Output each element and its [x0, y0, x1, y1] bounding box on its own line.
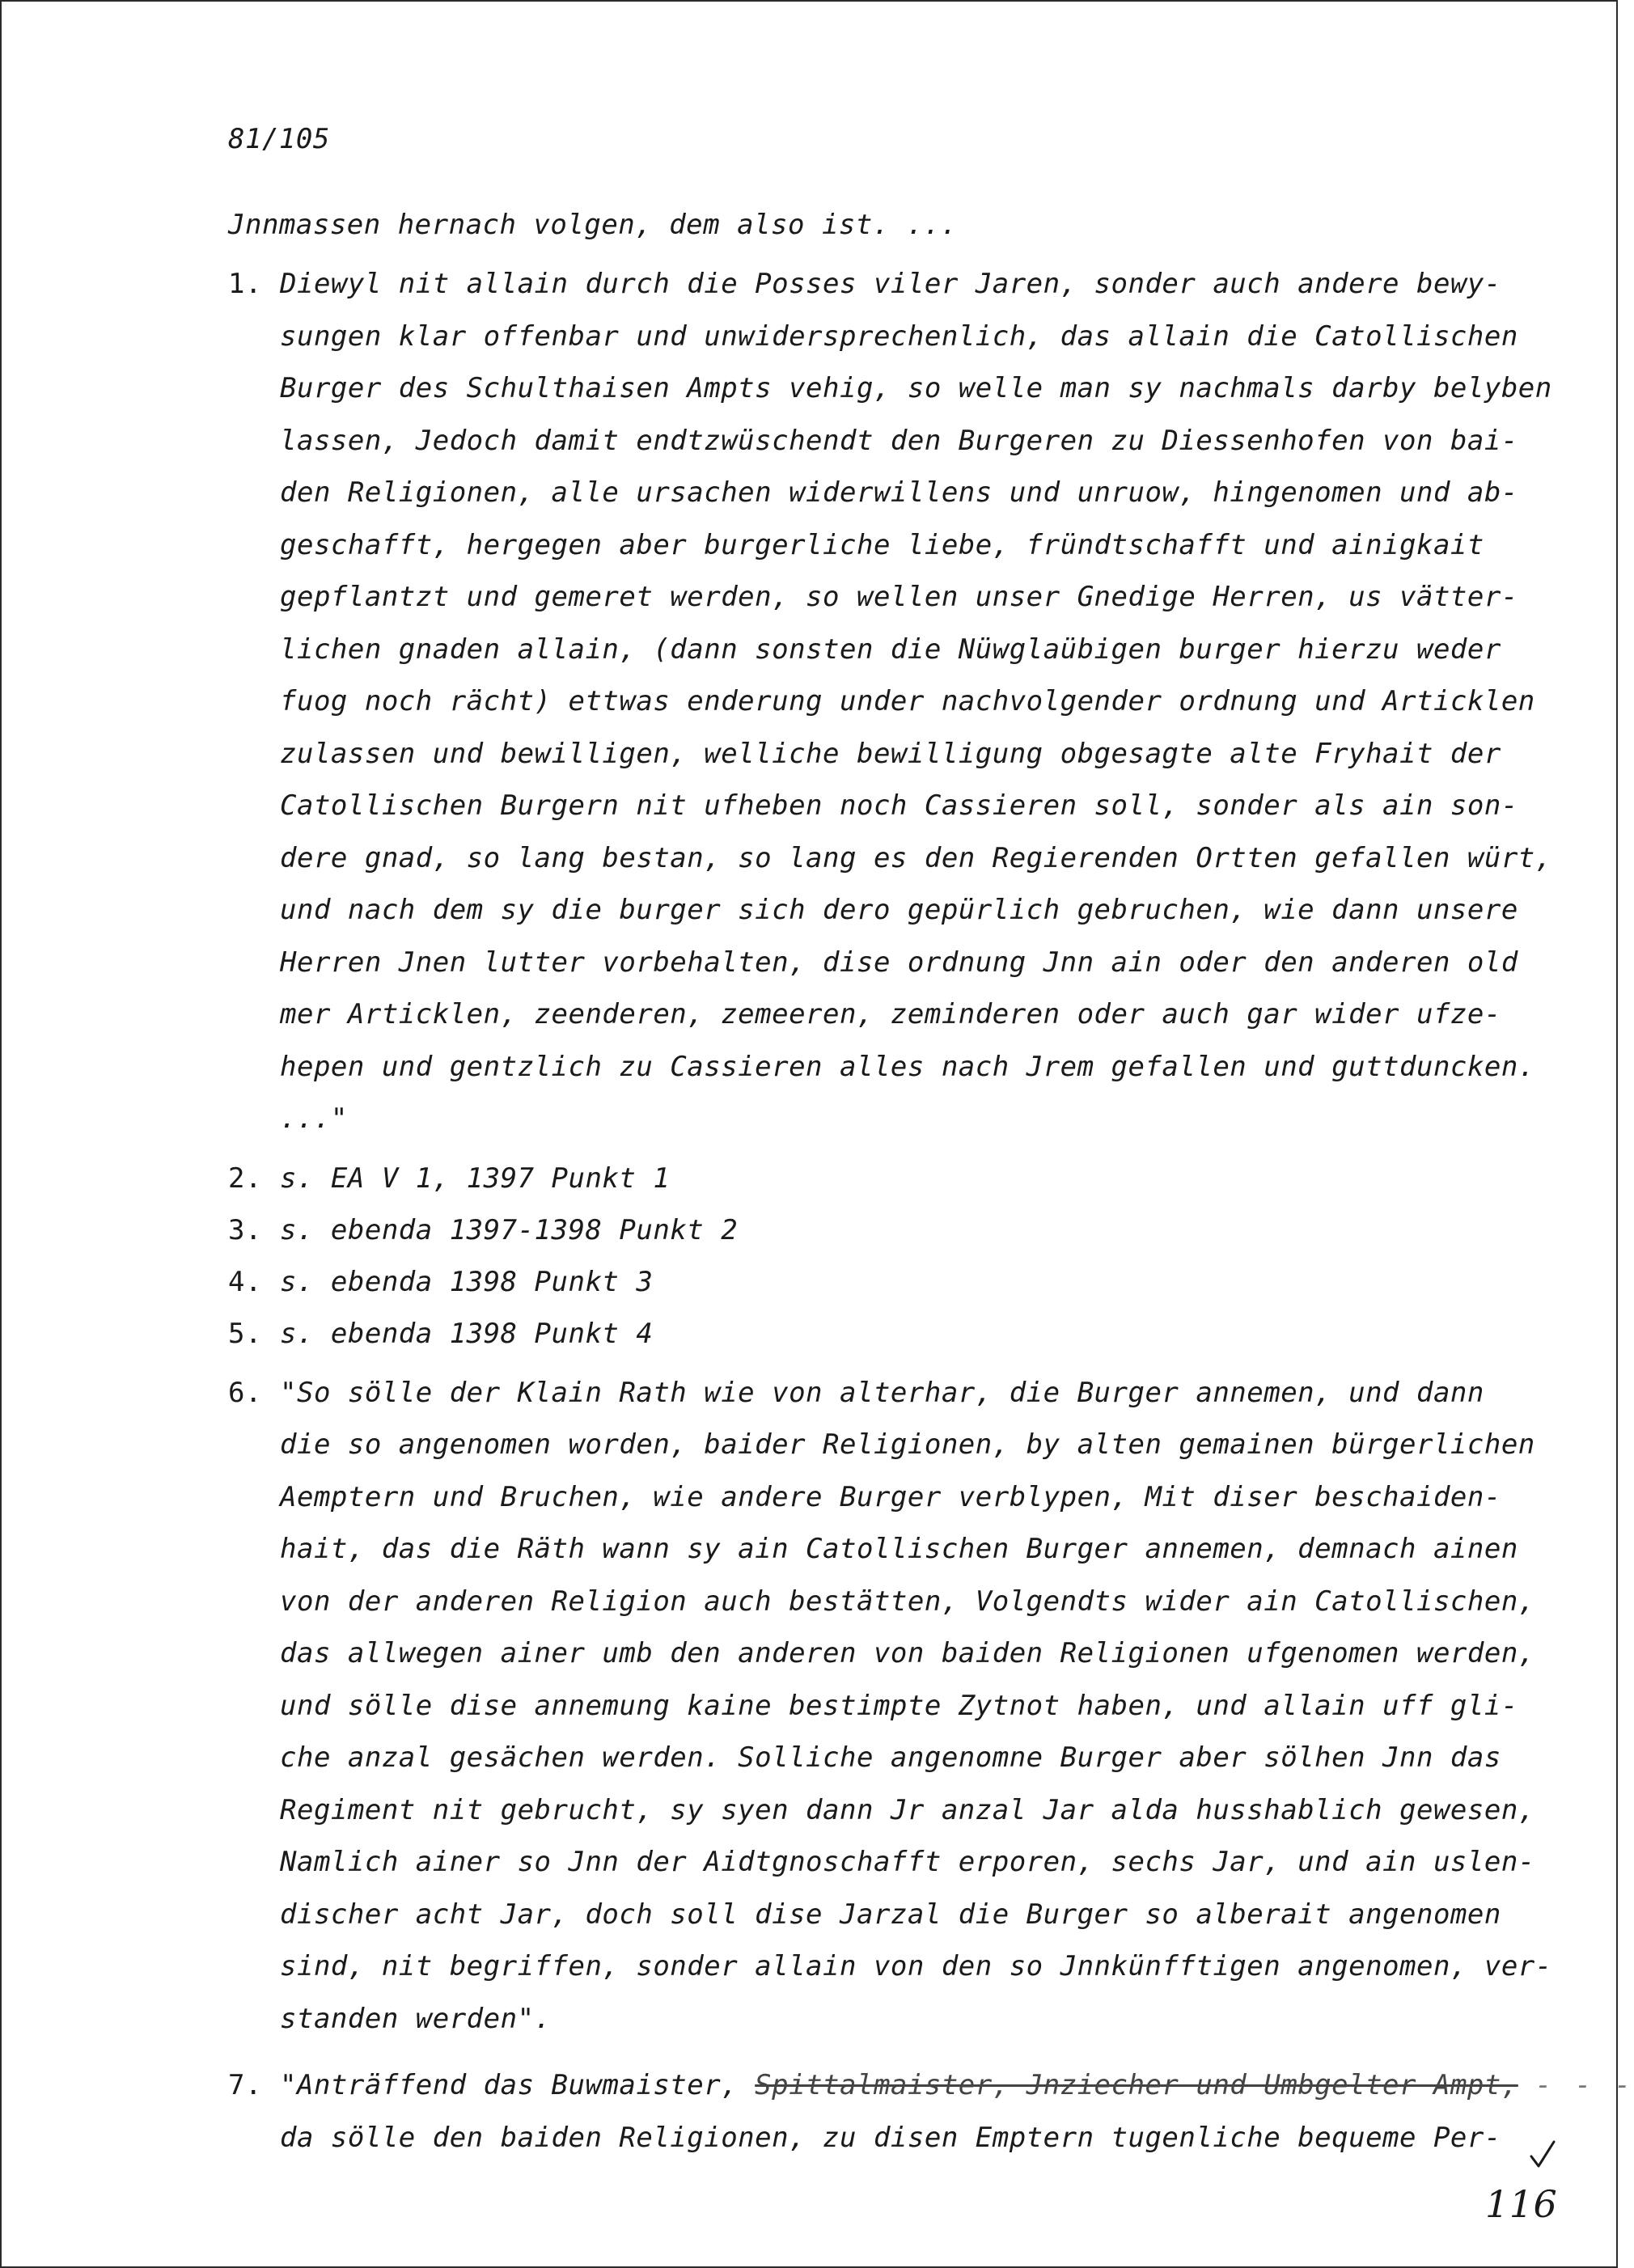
note-line: Diewyl nit allain durch die Posses viler Jaren, sonder auch andere bewy-: [280, 268, 1501, 300]
page-number: 81/105: [228, 123, 330, 155]
note-number: 2.: [228, 1162, 262, 1195]
handwritten-marks: [1477, 2139, 1574, 2236]
note-line: lassen, Jedoch damit endtzwüschendt den Burgeren zu Diessenhofen von bai-: [280, 424, 1518, 457]
note-line: den Religionen, alle ursachen widerwillens und unruow, hingenomen und ab-: [280, 476, 1518, 509]
note-line-text: "Anträffend das Buwmaister,: [280, 2069, 756, 2101]
note-6: [228, 1367, 1552, 2046]
note-line: zulassen und bewilligen, welliche bewilligung obgesagte alte Fryhait der: [280, 737, 1501, 770]
note-number: 3.: [228, 1213, 262, 1246]
note-line: das allwegen ainer umb den anderen von baiden Religionen ufgenomen werden,: [280, 1637, 1535, 1669]
note-line: Catollischen Burgern nit ufheben noch Cassieren soll, sonder als ain son-: [280, 789, 1518, 822]
note-line: Regiment nit gebrucht, sy syen dann Jr anzal Jar alda husshablich gewesen,: [280, 1793, 1535, 1826]
note-line: Aemptern und Bruchen, wie andere Burger verblypen, Mit diser beschaiden-: [280, 1480, 1501, 1513]
note-number: 1.: [228, 268, 262, 300]
note-line: mer Articklen, zeenderen, zemeeren, zeminderen oder auch gar wider ufze-: [280, 998, 1501, 1030]
note-line: s. ebenda 1398 Punkt 4: [280, 1317, 654, 1350]
note-line: und nach dem sy die burger sich dero gepürlich gebruchen, wie dann unsere: [280, 894, 1518, 926]
note-7: [228, 2059, 1634, 2164]
struck-text: Spittalmaister, Jnziecher und Umbgelter Ampt,: [755, 2069, 1518, 2101]
note-number: 7.: [228, 2069, 262, 2101]
note-line: che anzal gesächen werden. Solliche angenomne Burger aber sölhen Jnn das: [280, 1741, 1501, 1774]
handwritten-folio-number: 116: [1485, 2182, 1558, 2226]
note-line: hait, das die Räth wann sy ain Catollischen Burger annemen, demnach ainen: [280, 1533, 1518, 1565]
note-line: hepen und gentzlich zu Cassieren alles nach Jrem gefallen und guttduncken.: [280, 1050, 1535, 1083]
note-number: 6.: [228, 1376, 262, 1409]
note-line: die so angenomen worden, baider Religionen, by alten gemainen bürgerlichen: [280, 1428, 1535, 1461]
struck-dashes: - - -: [1535, 2069, 1634, 2101]
note-1: [228, 258, 1552, 1145]
note-line: von der anderen Religion auch bestätten, Volgendts wider ain Catollischen,: [280, 1585, 1535, 1618]
note-line: Burger des Schulthaisen Ampts vehig, so welle man sy nachmals darby belyben: [280, 372, 1552, 404]
note-line: dere gnad, so lang bestan, so lang es den Regierenden Ortten gefallen würt,: [280, 841, 1552, 874]
note-3: [228, 1212, 1522, 1249]
note-line: standen werden".: [280, 2002, 552, 2035]
note-2: [228, 1160, 1522, 1197]
note-number: 4.: [228, 1265, 262, 1298]
note-line: lichen gnaden allain, (dann sonsten die Nüwglaübigen burger hierzu weder: [280, 633, 1501, 666]
intro-line: Jnnmassen hernach volgen, dem also ist. ...: [228, 209, 958, 241]
note-4: [228, 1263, 1522, 1301]
note-line: geschafft, hergegen aber burgerliche liebe, fründtschafft und ainigkait: [280, 528, 1484, 561]
note-line: ...": [280, 1102, 348, 1135]
note-line: "So sölle der Klain Rath wie von alterhar, die Burger annemen, und dann: [280, 1376, 1484, 1409]
check-mark-icon: [1529, 2139, 1556, 2171]
note-line: und sölle dise annemung kaine bestimpte Zytnot haben, und allain uff gli-: [280, 1689, 1518, 1722]
note-line: fuog noch rächt) ettwas enderung under nachvolgender ordnung und Articklen: [280, 685, 1535, 717]
notes-list: [228, 258, 1634, 2178]
note-line: da sölle den baiden Religionen, zu disen Emptern tugenliche bequeme Per-: [280, 2121, 1501, 2154]
note-number: 5.: [228, 1317, 262, 1350]
note-line: sind, nit begriffen, sonder allain von den so Jnnkünfftigen angenomen, ver-: [280, 1950, 1552, 1982]
note-line: s. ebenda 1398 Punkt 3: [280, 1265, 654, 1298]
note-line: [280, 2059, 1634, 2112]
note-line: sungen klar offenbar und unwidersprechenlich, das allain die Catollischen: [280, 319, 1518, 353]
note-line: discher acht Jar, doch soll dise Jarzal die Burger so alberait angenomen: [280, 1898, 1501, 1931]
note-line: Herren Jnen lutter vorbehalten, dise ordnung Jnn ain oder den anderen old: [280, 946, 1518, 979]
note-line: Namlich ainer so Jnn der Aidtgnoschafft erporen, sechs Jar, und ain uslen-: [280, 1846, 1535, 1878]
note-line: gepflantzt und gemeret werden, so wellen unser Gnedige Herren, us vätter-: [280, 581, 1518, 613]
note-5: [228, 1315, 1522, 1352]
note-line: s. EA V 1, 1397 Punkt 1: [280, 1162, 671, 1195]
note-line: s. ebenda 1397-1398 Punkt 2: [280, 1213, 739, 1246]
